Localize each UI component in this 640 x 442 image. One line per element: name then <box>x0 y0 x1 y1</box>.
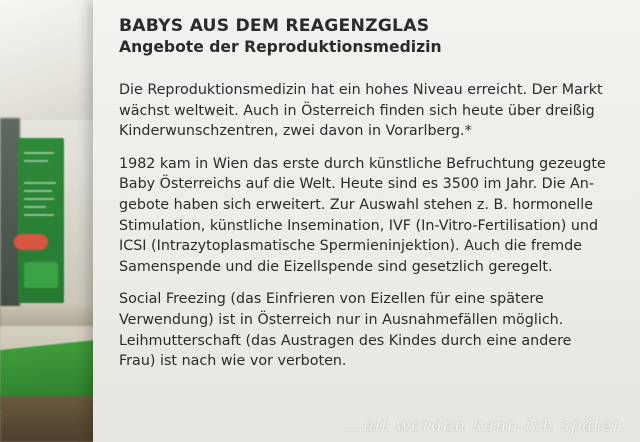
text-line: Kinderwunschzentren, zwei davon in Vorarlberg.* <box>119 123 472 140</box>
text-line: 1982 kam in Wien das erste durch künstliche Befruchtung gezeugte <box>119 155 606 172</box>
paragraph-history <box>119 154 631 278</box>
text-line: Die Reproduktionsmedizin hat ein hohes Niveau erreicht. Der Markt <box>119 82 603 98</box>
paragraph-social-freezing <box>119 289 631 371</box>
text-line: Samenspende und die Eizellspende sind gesetzlich geregelt. <box>119 258 553 275</box>
panel-subtitle: Angebote der Reproduktionsmedizin <box>119 38 442 56</box>
text-line: wächst weltweit. Auch in Österreich finden sich heute über dreißig <box>119 102 595 119</box>
text-line: Baby Österreichs auf die Welt. Heute sind es 3500 im Jahr. Die An- <box>119 176 595 193</box>
text-line: Verwendung) ist in Österreich nur in Ausnahmefällen möglich. <box>119 311 564 328</box>
text-line: Leihmutterschaft (das Austragen des Kindes durch eine andere <box>119 332 572 349</box>
text-line: ICSI (Intrazytoplasmatische Spermieninjektion). Auch die fremde <box>119 238 583 255</box>
watermark-text: ...alt werden kann ich später. <box>344 416 626 436</box>
background-dark-wall <box>0 118 20 328</box>
information-panel <box>93 0 640 442</box>
text-line: Stimulation, künstliche Insemination, IVF (In-Vitro-Fertilisation) und <box>119 217 599 234</box>
text-line: Frau) ist nach wie vor verboten. <box>119 353 347 370</box>
background-green-box <box>24 262 58 288</box>
text-line: Social Freezing (das Einfrieren von Eizellen für eine spätere <box>119 291 544 308</box>
panel-title: BABYS AUS DEM REAGENZGLAS <box>119 16 430 36</box>
text-line: gebote haben sich erweitert. Zur Auswahl stehen z. B. hormonelle <box>119 196 594 213</box>
panel-text-block <box>119 16 631 384</box>
background-red-sign <box>14 234 48 250</box>
paragraph-market <box>119 80 631 142</box>
